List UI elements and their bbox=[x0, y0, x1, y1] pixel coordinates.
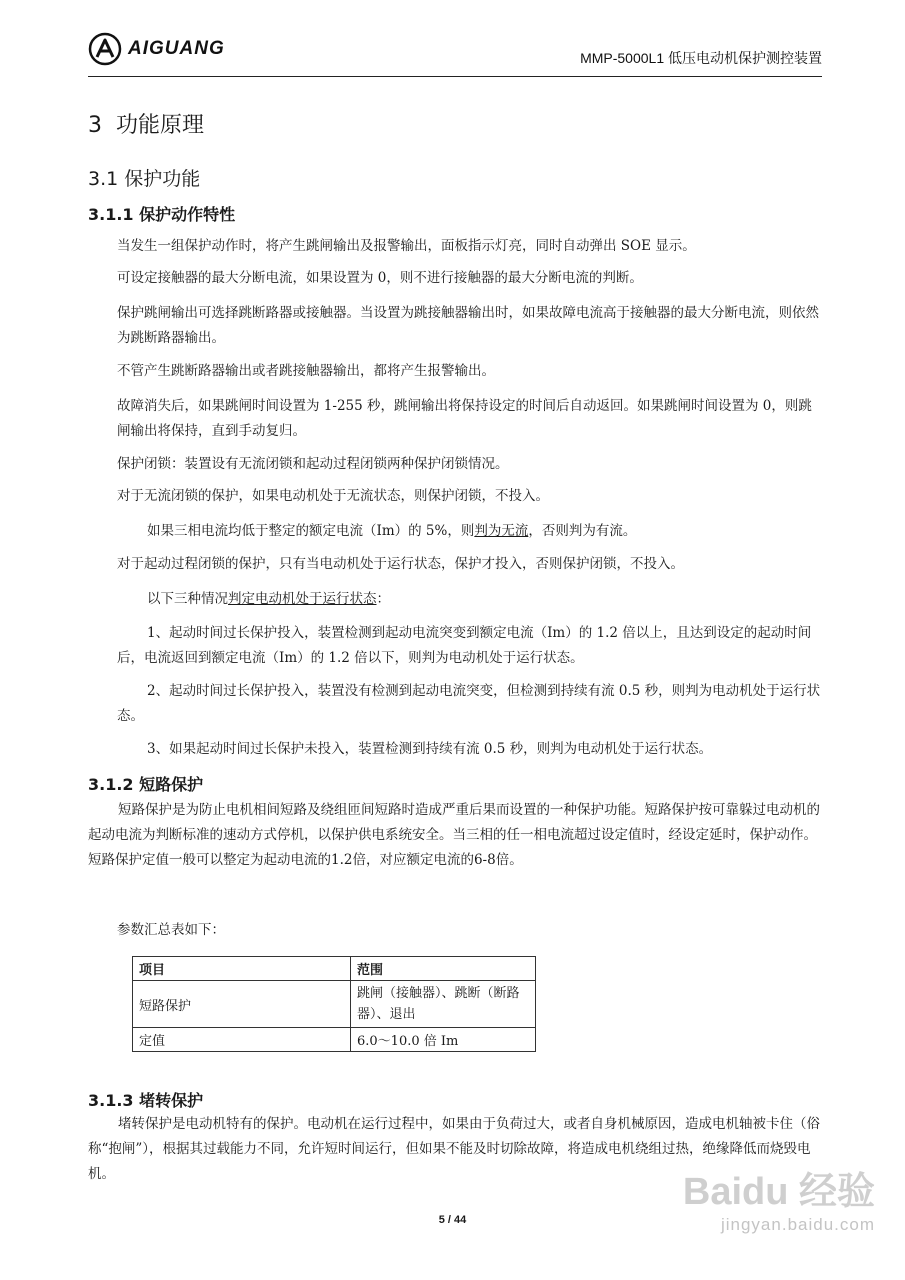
paragraph: 短路保护是为防止电机相间短路及绕组匝间短路时造成严重后果而设置的一种保护功能。短路保护按可靠躲过电动机的起动电流为判断标准的速动方式停机，以保护供电系统安全。当三相的任一相电流超过设定值时，经设定延时，保护动作。短路保护定值一般可以整定为起动电流的1.2倍，对应额定电流的6-8倍。 bbox=[88, 802, 820, 868]
page-header bbox=[88, 28, 822, 77]
table-row bbox=[133, 1028, 536, 1052]
section-heading: 3.1 保护功能 bbox=[88, 168, 201, 190]
aiguang-logo-icon bbox=[88, 32, 122, 66]
text-run: 如果三相电流均低于整定的额定电流（Im）的 5%，则 bbox=[147, 523, 475, 539]
table-header-cell: 项目 bbox=[133, 957, 351, 981]
paragraph bbox=[147, 587, 822, 612]
paragraph: 可设定接触器的最大分断电流，如果设置为 0，则不进行接触器的最大分断电流的判断。 bbox=[117, 270, 643, 286]
paragraph bbox=[147, 519, 822, 544]
table-cell: 跳闸（接触器）、跳断（断路器）、退出 bbox=[351, 981, 536, 1028]
table-row bbox=[133, 981, 536, 1028]
page-number: 5 / 44 bbox=[438, 1214, 467, 1226]
paragraph: 不管产生跳断路器输出或者跳接触器输出，都将产生报警输出。 bbox=[117, 363, 495, 379]
chapter-heading: 3 功能原理 bbox=[88, 113, 204, 138]
underlined-text: 判定电动机处于运行状态 bbox=[228, 591, 377, 607]
paragraph: 保护闭锁：装置设有无流闭锁和起动过程闭锁两种保护闭锁情况。 bbox=[117, 456, 509, 472]
subsection-heading-311: 3.1.1 保护动作特性 bbox=[88, 205, 236, 224]
brand-logo bbox=[88, 32, 225, 66]
text-run: 以下三种情况 bbox=[147, 591, 228, 607]
paragraph: 对于起动过程闭锁的保护，只有当电动机处于运行状态，保护才投入，否则保护闭锁，不投入。 bbox=[117, 556, 684, 572]
watermark-brand: Baidu 经验 bbox=[682, 1171, 875, 1213]
table-header-cell: 范围 bbox=[351, 957, 536, 981]
table-header-row bbox=[133, 957, 536, 981]
table-cell: 短路保护 bbox=[133, 981, 351, 1028]
watermark-url: jingyan.baidu.com bbox=[720, 1215, 875, 1234]
paragraph: 堵转保护是电动机特有的保护。电动机在运行过程中，如果由于负荷过大，或者自身机械原因，造成电机轴被卡住（俗称“抱闸”），根据其过载能力不同，允许短时间运行，但如果不能及时切除故障，将造成电机绕组过热，绝缘降低而烧毁电机。 bbox=[88, 1116, 820, 1182]
underlined-text: 判为无流 bbox=[474, 523, 529, 539]
parameter-table bbox=[132, 956, 536, 1052]
subsection-heading-313: 3.1.3 堵转保护 bbox=[88, 1091, 204, 1110]
paragraph: 故障消失后，如果跳闸时间设置为 1-255 秒，跳闸输出将保持设定的时间后自动返回。如果跳闸时间设置为 0，则跳闸输出将保持，直到手动复归。 bbox=[117, 398, 812, 439]
baidu-watermark bbox=[645, 1160, 875, 1260]
paragraph: 当发生一组保护动作时，将产生跳闸输出及报警输出，面板指示灯亮，同时自动弹出 SOE 显示。 bbox=[117, 238, 696, 254]
list-item: 1、起动时间过长保护投入，装置检测到起动电流突变到额定电流（Im）的 1.2 倍以上，且达到设定的起动时间后，电流返回到额定电流（Im）的 1.2 倍以下，则判为电动机处于运行状态。 bbox=[117, 625, 812, 666]
table-cell: 定值 bbox=[133, 1028, 351, 1052]
document-title: MMP-5000L1 低压电动机保护测控装置 bbox=[580, 50, 822, 66]
paragraph: 参数汇总表如下： bbox=[117, 922, 225, 938]
paragraph: 保护跳闸输出可选择跳断路器或接触器。当设置为跳接触器输出时，如果故障电流高于接触器的最大分断电流，则依然为跳断路器输出。 bbox=[117, 305, 819, 346]
text-run: ： bbox=[376, 591, 390, 607]
list-item: 2、起动时间过长保护投入，装置没有检测到起动电流突变，但检测到持续有流 0.5 秒，则判为电动机处于运行状态。 bbox=[117, 683, 821, 724]
subsection-heading-312: 3.1.2 短路保护 bbox=[88, 775, 204, 794]
text-run: ，否则判为有流。 bbox=[528, 523, 637, 539]
paragraph: 对于无流闭锁的保护，如果电动机处于无流状态，则保护闭锁，不投入。 bbox=[117, 488, 549, 504]
brand-name: AIGUANG bbox=[128, 38, 225, 59]
table-cell: 6.0～10.0 倍 Im bbox=[351, 1028, 536, 1052]
list-item: 3、如果起动时间过长保护未投入，装置检测到持续有流 0.5 秒，则判为电动机处于运行状态。 bbox=[147, 741, 713, 757]
